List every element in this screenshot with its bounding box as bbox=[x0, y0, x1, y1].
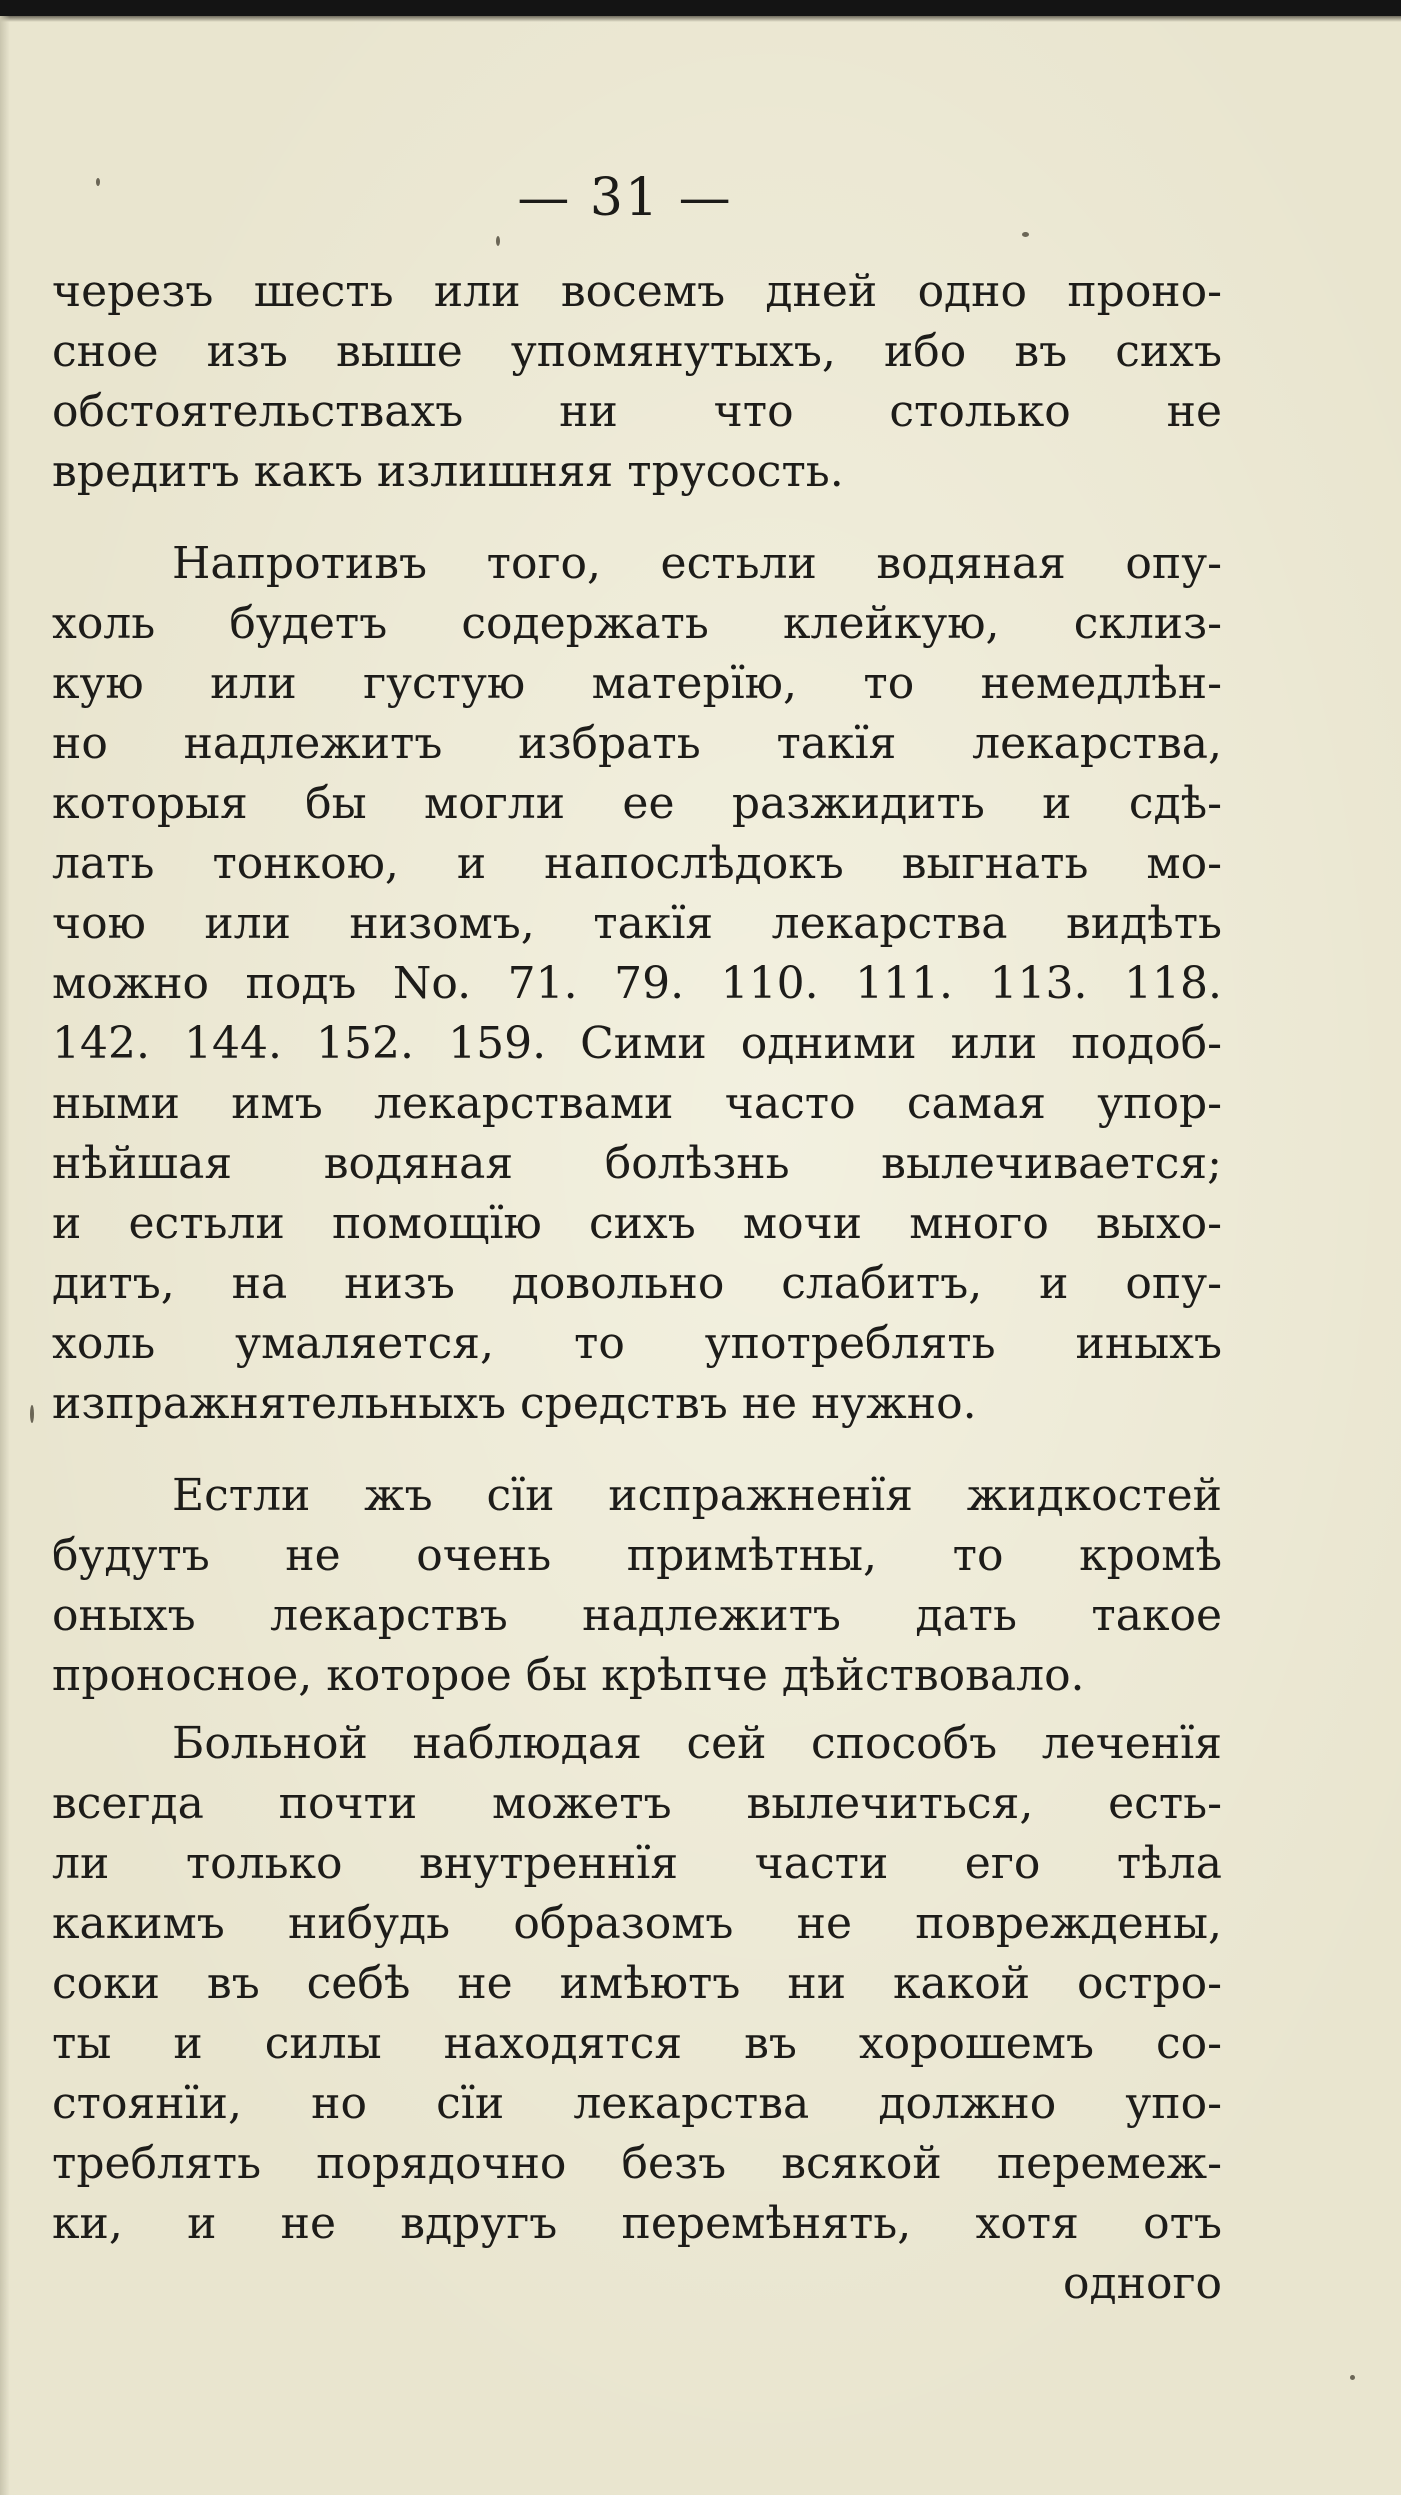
text-line: но надлежитъ избрать такїя лекарства, bbox=[52, 718, 1222, 769]
text-line: лать тонкою, и напослѣдокъ выгнать мо- bbox=[52, 838, 1222, 889]
paper-speck bbox=[96, 178, 100, 186]
text-line: сное изъ выше упомянутыхъ, ибо въ сихъ bbox=[52, 326, 1222, 377]
page-number: — 31 — bbox=[517, 168, 733, 228]
paragraph-3 bbox=[52, 1466, 1222, 1706]
text-line: обстоятельствахъ ни что столько не bbox=[52, 386, 1222, 437]
text-line: дитъ, на низъ довольно слабитъ, и опу- bbox=[52, 1258, 1222, 1309]
scan-left-shadow bbox=[0, 16, 10, 2495]
paragraph-2 bbox=[52, 534, 1222, 1434]
text-line: треблять порядочно безъ всякой перемеж- bbox=[52, 2138, 1222, 2189]
text-line: ты и силы находятся въ хорошемъ со- bbox=[52, 2018, 1222, 2069]
text-line: какимъ нибудь образомъ не повреждены, bbox=[52, 1898, 1222, 1949]
text-line: Больной наблюдая сей способъ леченїя bbox=[172, 1718, 1222, 1769]
text-line: холь умаляется, то употреблять иныхъ bbox=[52, 1318, 1222, 1369]
text-line: черезъ шесть или восемъ дней одно проно- bbox=[52, 266, 1222, 317]
text-line: проносное, которое бы крѣпче дѣйствовало. bbox=[52, 1650, 1085, 1701]
text-line: чою или низомъ, такїя лекарства видѣть bbox=[52, 898, 1222, 949]
paper-speck bbox=[496, 236, 500, 246]
text-line: ли только внутреннїя части его тѣла bbox=[52, 1838, 1222, 1889]
text-line: будутъ не очень примѣтны, то кромѣ bbox=[52, 1530, 1222, 1581]
paper-speck bbox=[1022, 232, 1029, 237]
text-line: можно подъ No. 71. 79. 110. 111. 113. 118. bbox=[52, 958, 1222, 1009]
text-line: Напротивъ того, естьли водяная опу- bbox=[172, 538, 1222, 589]
paragraph-4 bbox=[52, 1714, 1222, 2254]
text-line: кую или густую матерїю, то немедлѣн- bbox=[52, 658, 1222, 709]
text-line: изпражнятельныхъ средствъ не нужно. bbox=[52, 1378, 977, 1429]
catchword: одного bbox=[1063, 2258, 1222, 2309]
body-text bbox=[52, 262, 1222, 2314]
text-line: которыя бы могли ее разжидить и сдѣ- bbox=[52, 778, 1222, 829]
paragraph-1 bbox=[52, 262, 1222, 502]
text-line: 142. 144. 152. 159. Сими одними или подоб- bbox=[52, 1018, 1222, 1069]
text-line: стоянїи, но сїи лекарства должно упо- bbox=[52, 2078, 1222, 2129]
text-line: ными имъ лекарствами часто самая упор- bbox=[52, 1078, 1222, 1129]
text-line: всегда почти можетъ вылечиться, есть- bbox=[52, 1778, 1222, 1829]
scan-top-border bbox=[0, 0, 1401, 16]
text-line: Естли жъ сїи испражненїя жидкостей bbox=[172, 1470, 1222, 1521]
text-line: ки, и не вдругъ перемѣнять, хотя отъ bbox=[52, 2198, 1222, 2249]
text-line: нѣйшая водяная болѣзнь вылечивается; bbox=[52, 1138, 1222, 1189]
text-line: соки въ себѣ не имѣютъ ни какой остро- bbox=[52, 1958, 1222, 2009]
text-line: вредитъ какъ излишняя трусость. bbox=[52, 446, 844, 497]
text-line: и естьли помощїю сихъ мочи много выхо- bbox=[52, 1198, 1222, 1249]
text-line: оныхъ лекарствъ надлежитъ дать такое bbox=[52, 1590, 1222, 1641]
paper-speck bbox=[30, 1405, 34, 1423]
paper-speck bbox=[1350, 2375, 1355, 2380]
text-line: холь будетъ содержать клейкую, склиз- bbox=[52, 598, 1222, 649]
